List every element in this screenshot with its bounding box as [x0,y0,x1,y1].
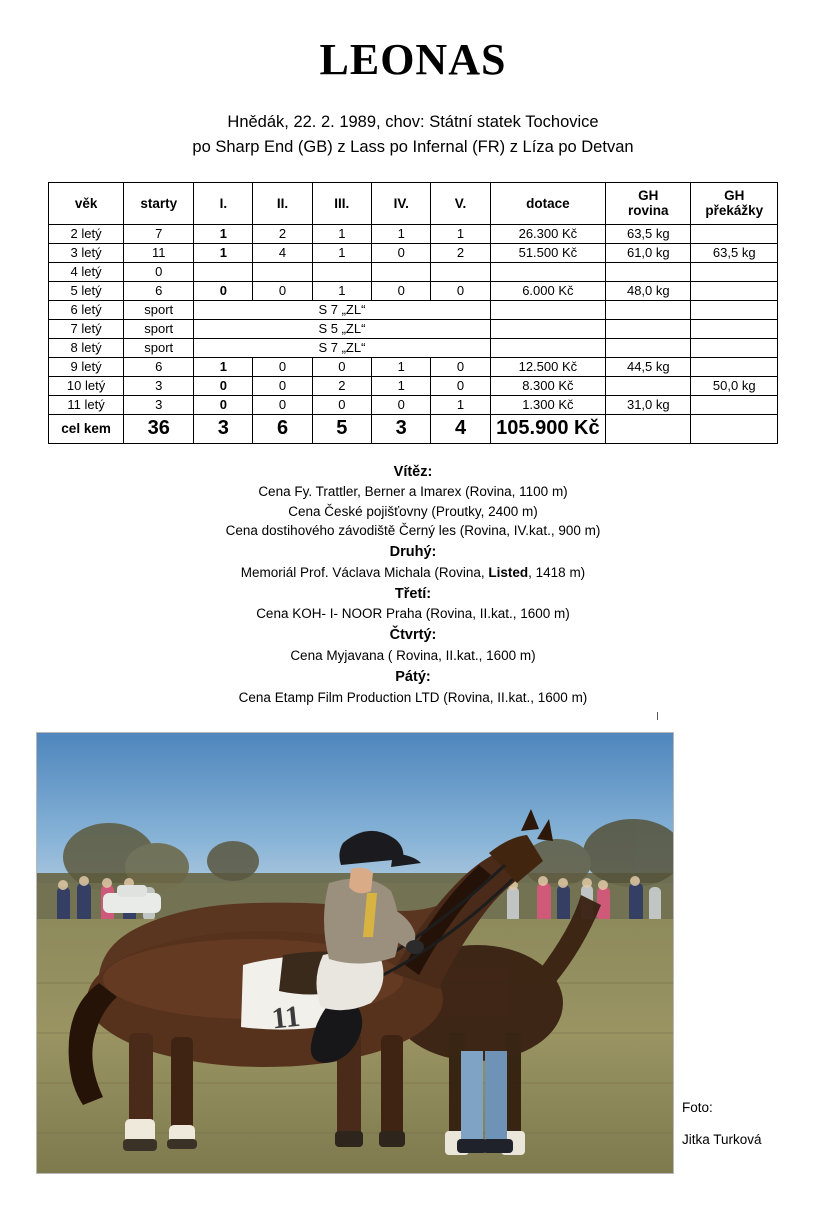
total-place-3: 5 [312,414,371,443]
col-header-dotace: dotace [490,182,605,224]
col-header-place-3: III. [312,182,371,224]
cell-place-1: 1 [194,357,253,376]
cell-gh-prekazky: 50,0 kg [691,376,778,395]
cell-starty: 0 [124,262,194,281]
cell-vek: 5 letý [49,281,124,300]
col-header-gh-rovina [606,182,691,224]
total-place-5: 4 [431,414,490,443]
placement-race-class: Listed [488,564,529,580]
cell-place-3: 0 [312,357,371,376]
placement-entry: Memoriál Prof. Václava Michala (Rovina, Listed, 1418 m) [240,564,586,580]
table-row [49,357,778,376]
photo-credit [682,1092,802,1157]
page-title: LEONAS [319,35,507,84]
cell-gh-rovina [606,376,691,395]
birth-and-breeder-line: Hnědák, 22. 2. 1989, chov: Státní statek Tochovice [227,113,599,132]
cell-place-5: 1 [431,224,490,243]
cell-dotace: 51.500 Kč [490,243,605,262]
cell-gh-rovina [606,319,691,338]
cell-place-3 [312,262,371,281]
cell-place-4: 0 [372,395,431,414]
total-place-4: 3 [372,414,431,443]
cell-starty: 11 [124,243,194,262]
cell-vek: 9 letý [49,357,124,376]
cell-vek: 7 letý [49,319,124,338]
document-page [0,36,826,1207]
col-header-gh-prekazky [691,182,778,224]
cell-vek: 6 letý [49,300,124,319]
cell-gh-prekazky [691,319,778,338]
cell-gh-prekazky [691,224,778,243]
cell-dotace: 8.300 Kč [490,376,605,395]
cell-starty: sport [124,319,194,338]
gh-rovina-top: GH [638,187,659,203]
cell-vek: 3 letý [49,243,124,262]
cell-place-3: 0 [312,395,371,414]
cell-gh-rovina: 63,5 kg [606,224,691,243]
cell-vek: 8 letý [49,338,124,357]
cell-place-1: 0 [194,281,253,300]
cell-gh-prekazky [691,338,778,357]
cell-place-5: 0 [431,281,490,300]
placement-heading: Třetí: [394,585,432,602]
gh-rovina-bottom: rovina [628,203,669,219]
col-header-vek: věk [49,182,124,224]
table-row [49,300,778,319]
page-tick-mark [657,712,658,720]
table-row [49,338,778,357]
horse-photo-image [37,733,673,1173]
results-table-container [48,182,778,444]
cell-gh-prekazky [691,300,778,319]
cell-place-3: 1 [312,243,371,262]
table-row [49,376,778,395]
cell-place-2: 0 [253,357,312,376]
cell-vek: 2 letý [49,224,124,243]
cell-gh-rovina: 44,5 kg [606,357,691,376]
cell-gh-prekazky [691,395,778,414]
placement-entry: Cena Myjavana ( Rovina, II.kat., 1600 m) [290,647,536,663]
cell-place-5: 0 [431,376,490,395]
cell-place-1: 0 [194,395,253,414]
placement-heading: Čtvrtý: [389,627,437,644]
cell-sport-note: S 7 „ZL“ [194,338,490,357]
placement-entry: Cena dostihového závodiště Černý les (Rovina, IV.kat., 900 m) [225,522,601,538]
cell-starty: 7 [124,224,194,243]
cell-dotace: 1.300 Kč [490,395,605,414]
cell-place-4: 0 [372,281,431,300]
cell-gh-prekazky [691,357,778,376]
placements-list [0,462,826,707]
cell-place-5 [431,262,490,281]
total-place-2: 6 [253,414,312,443]
photo-credit-label: Foto: [682,1100,713,1115]
cell-dotace: 6.000 Kč [490,281,605,300]
table-row [49,224,778,243]
col-header-place-5: V. [431,182,490,224]
cell-starty: sport [124,338,194,357]
cell-gh-prekazky [691,281,778,300]
cell-place-5: 1 [431,395,490,414]
table-row [49,262,778,281]
cell-starty: 6 [124,357,194,376]
cell-gh-rovina: 61,0 kg [606,243,691,262]
cell-place-2 [253,262,312,281]
cell-dotace: 12.500 Kč [490,357,605,376]
results-table [48,182,778,444]
results-table-body [49,224,778,443]
horse-pedigree-info [0,110,826,160]
cell-dotace [490,262,605,281]
total-label: cel kem [49,414,124,443]
cell-gh-rovina [606,262,691,281]
cell-place-3: 2 [312,376,371,395]
cell-gh-rovina: 48,0 kg [606,281,691,300]
cell-dotace [490,338,605,357]
placement-entry: Cena Fy. Trattler, Berner a Imarex (Rovina, 1100 m) [258,484,568,500]
cell-vek: 11 letý [49,395,124,414]
total-dotace: 105.900 Kč [490,414,605,443]
table-row [49,395,778,414]
col-header-place-1: I. [194,182,253,224]
cell-place-1: 1 [194,224,253,243]
cell-starty: 3 [124,395,194,414]
cell-gh-rovina [606,300,691,319]
total-place-1: 3 [194,414,253,443]
cell-place-4: 0 [372,243,431,262]
cell-sport-note: S 5 „ZL“ [194,319,490,338]
horse-photo [36,732,674,1174]
gh-prekazky-top: GH [724,187,745,203]
cell-vek: 4 letý [49,262,124,281]
cell-gh-prekazky: 63,5 kg [691,243,778,262]
placement-entry: Cena KOH- I- NOOR Praha (Rovina, II.kat., 1600 m) [256,606,570,622]
cell-place-5: 0 [431,357,490,376]
cell-place-5: 2 [431,243,490,262]
cell-gh-rovina: 31,0 kg [606,395,691,414]
table-total-row [49,414,778,443]
cell-starty: sport [124,300,194,319]
cell-dotace: 26.300 Kč [490,224,605,243]
sire-dam-line: po Sharp End (GB) z Lass po Infernal (FR) z Líza po Detvan [192,138,634,157]
cell-place-4: 1 [372,357,431,376]
svg-text:11: 11 [270,999,302,1036]
cell-place-1: 0 [194,376,253,395]
table-row [49,281,778,300]
table-row [49,319,778,338]
cell-sport-note: S 7 „ZL“ [194,300,490,319]
photographer-name: Jitka Turková [682,1132,762,1148]
cell-place-4: 1 [372,376,431,395]
cell-place-2: 2 [253,224,312,243]
results-table-head [49,182,778,224]
cell-starty: 3 [124,376,194,395]
total-starty: 36 [124,414,194,443]
cell-place-4: 1 [372,224,431,243]
placement-entry: Cena Etamp Film Production LTD (Rovina, II.kat., 1600 m) [238,689,588,705]
cell-place-3: 1 [312,281,371,300]
cell-place-4 [372,262,431,281]
cell-starty: 6 [124,281,194,300]
cell-vek: 10 letý [49,376,124,395]
cell-place-2: 0 [253,376,312,395]
col-header-place-2: II. [253,182,312,224]
total-gh-prekazky [691,414,778,443]
placement-heading: Vítěz: [393,463,433,480]
gh-prekazky-bottom: překážky [705,203,764,219]
cell-place-2: 4 [253,243,312,262]
cell-dotace [490,300,605,319]
col-header-starty: starty [124,182,194,224]
table-row [49,243,778,262]
cell-gh-prekazky [691,262,778,281]
total-gh-rovina [606,414,691,443]
cell-place-2: 0 [253,395,312,414]
cell-place-2: 0 [253,281,312,300]
cell-place-1 [194,262,253,281]
placement-heading: Druhý: [389,543,437,560]
col-header-place-4: IV. [372,182,431,224]
cell-place-3: 1 [312,224,371,243]
cell-gh-rovina [606,338,691,357]
cell-dotace [490,319,605,338]
cell-place-1: 1 [194,243,253,262]
placement-heading: Pátý: [395,669,431,686]
placement-entry: Cena České pojišťovny (Proutky, 2400 m) [288,503,538,519]
table-header-row [49,182,778,224]
